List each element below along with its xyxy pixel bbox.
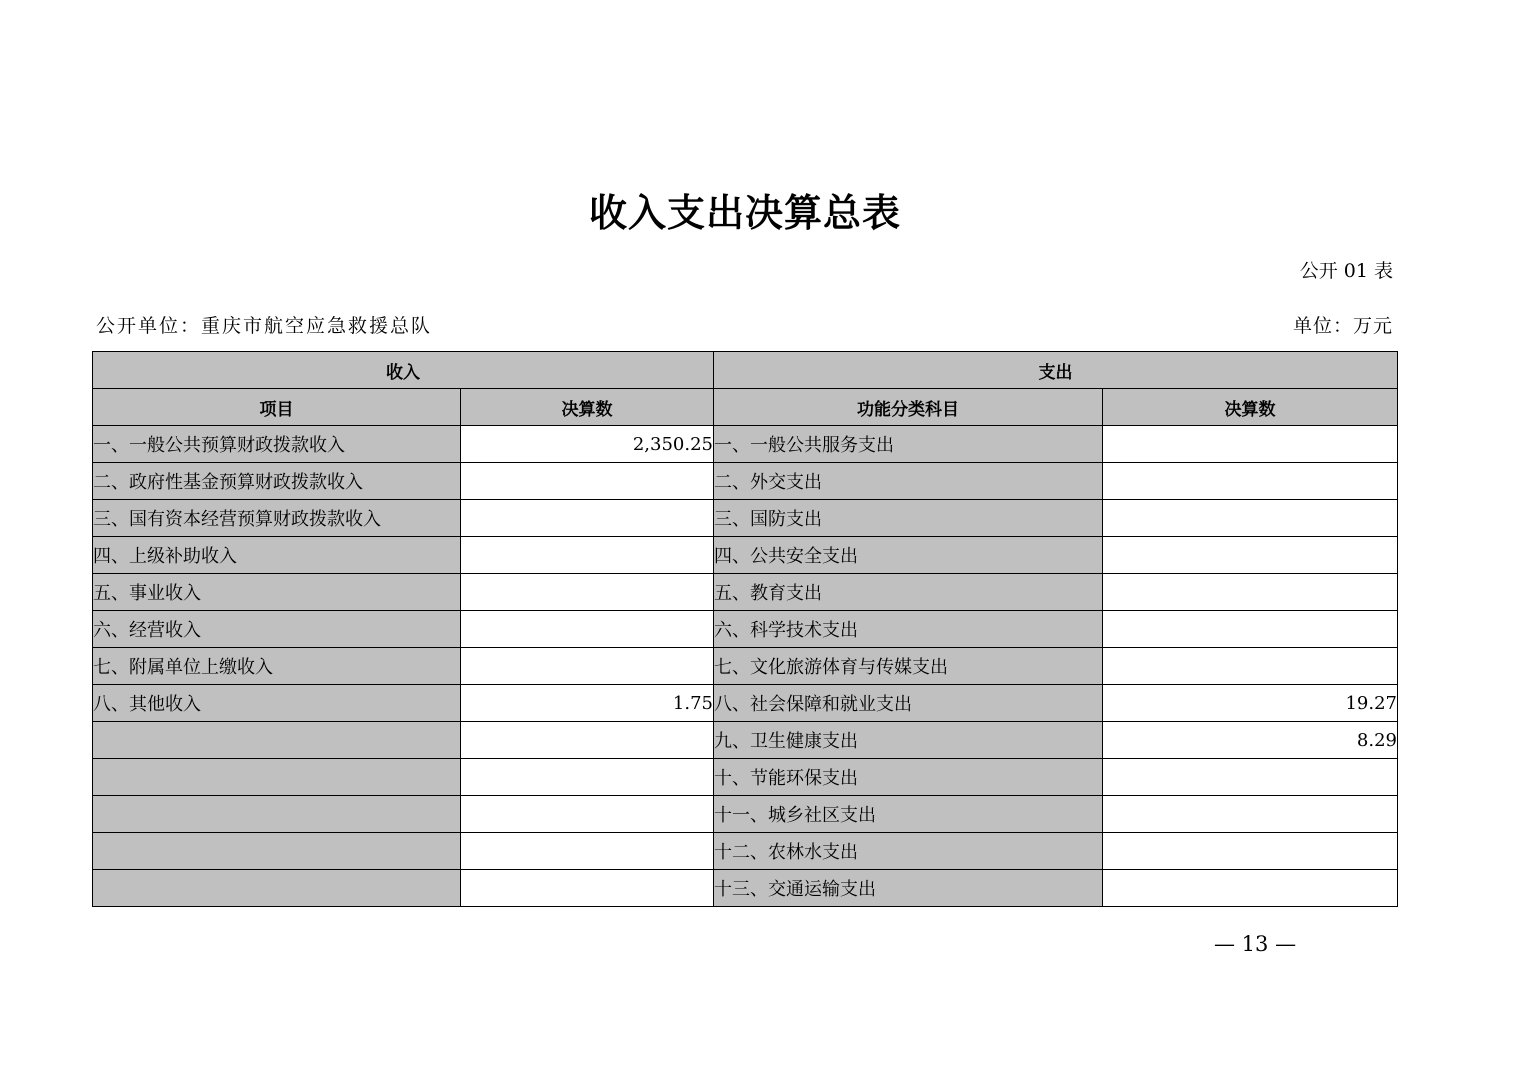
page-title: 收入支出决算总表 — [588, 190, 901, 235]
expense-amount-cell — [1103, 833, 1398, 870]
amount2-header: 决算数 — [1103, 389, 1398, 426]
income-amount-cell — [461, 537, 714, 574]
income-item-cell: 三、国有资本经营预算财政拨款收入 — [93, 500, 461, 537]
table-row — [93, 611, 1398, 648]
expense-amount-cell — [1103, 537, 1398, 574]
expense-amount-cell — [1103, 759, 1398, 796]
currency-unit: 单位：万元 — [1292, 315, 1393, 337]
income-item-cell — [93, 870, 461, 907]
expense-amount-cell — [1103, 463, 1398, 500]
expense-amount-cell — [1103, 574, 1398, 611]
income-amount-cell — [461, 648, 714, 685]
income-amount-cell — [461, 759, 714, 796]
income-item-cell: 七、附属单位上缴收入 — [93, 648, 461, 685]
income-header: 收入 — [93, 352, 714, 389]
budget-table — [92, 351, 1398, 907]
expense-item-cell: 二、外交支出 — [714, 463, 1103, 500]
income-amount-cell — [461, 870, 714, 907]
table-row — [93, 574, 1398, 611]
expense-item-cell: 五、教育支出 — [714, 574, 1103, 611]
expense-amount-cell — [1103, 426, 1398, 463]
table-row — [93, 870, 1398, 907]
income-amount-cell: 1.75 — [461, 685, 714, 722]
table-row — [93, 463, 1398, 500]
table-row — [93, 537, 1398, 574]
income-amount-cell: 2,350.25 — [461, 426, 714, 463]
table-row — [93, 722, 1398, 759]
income-amount-cell — [461, 722, 714, 759]
income-item-cell: 五、事业收入 — [93, 574, 461, 611]
income-item-cell — [93, 833, 461, 870]
expense-item-cell: 十三、交通运输支出 — [714, 870, 1103, 907]
income-item-cell — [93, 759, 461, 796]
expense-item-cell: 九、卫生健康支出 — [714, 722, 1103, 759]
form-number: 公开 01 表 — [1299, 260, 1393, 282]
expense-item-cell: 六、科学技术支出 — [714, 611, 1103, 648]
income-amount-cell — [461, 500, 714, 537]
expense-item-cell: 一、一般公共服务支出 — [714, 426, 1103, 463]
expense-amount-cell — [1103, 870, 1398, 907]
expense-item-cell: 十、节能环保支出 — [714, 759, 1103, 796]
table-row — [93, 648, 1398, 685]
expense-header: 支出 — [714, 352, 1398, 389]
expense-amount-cell — [1103, 500, 1398, 537]
income-item-cell: 二、政府性基金预算财政拨款收入 — [93, 463, 461, 500]
table-row — [93, 796, 1398, 833]
income-amount-cell — [461, 611, 714, 648]
table-row — [93, 426, 1398, 463]
expense-amount-cell — [1103, 648, 1398, 685]
reporting-unit: 公开单位：重庆市航空应急救援总队 — [96, 315, 433, 337]
function-item-header: 功能分类科目 — [714, 389, 1103, 426]
expense-item-cell: 十二、农林水支出 — [714, 833, 1103, 870]
income-amount-cell — [461, 463, 714, 500]
table-row — [93, 833, 1398, 870]
column-header-row — [93, 389, 1398, 426]
income-item-cell: 四、上级补助收入 — [93, 537, 461, 574]
group-header-row — [93, 352, 1398, 389]
item-header: 项目 — [93, 389, 461, 426]
table-row — [93, 759, 1398, 796]
expense-item-cell: 八、社会保障和就业支出 — [714, 685, 1103, 722]
income-item-cell — [93, 722, 461, 759]
income-item-cell: 八、其他收入 — [93, 685, 461, 722]
table-row — [93, 685, 1398, 722]
income-item-cell: 六、经营收入 — [93, 611, 461, 648]
table-row — [93, 500, 1398, 537]
income-item-cell — [93, 796, 461, 833]
expense-item-cell: 七、文化旅游体育与传媒支出 — [714, 648, 1103, 685]
expense-amount-cell — [1103, 796, 1398, 833]
amount-header: 决算数 — [461, 389, 714, 426]
page-number: — 13 — — [1214, 932, 1297, 956]
expense-item-cell: 十一、城乡社区支出 — [714, 796, 1103, 833]
expense-item-cell: 三、国防支出 — [714, 500, 1103, 537]
expense-amount-cell — [1103, 611, 1398, 648]
expense-amount-cell: 8.29 — [1103, 722, 1398, 759]
expense-item-cell: 四、公共安全支出 — [714, 537, 1103, 574]
income-amount-cell — [461, 796, 714, 833]
income-amount-cell — [461, 833, 714, 870]
expense-amount-cell: 19.27 — [1103, 685, 1398, 722]
income-item-cell: 一、一般公共预算财政拨款收入 — [93, 426, 461, 463]
income-amount-cell — [461, 574, 714, 611]
